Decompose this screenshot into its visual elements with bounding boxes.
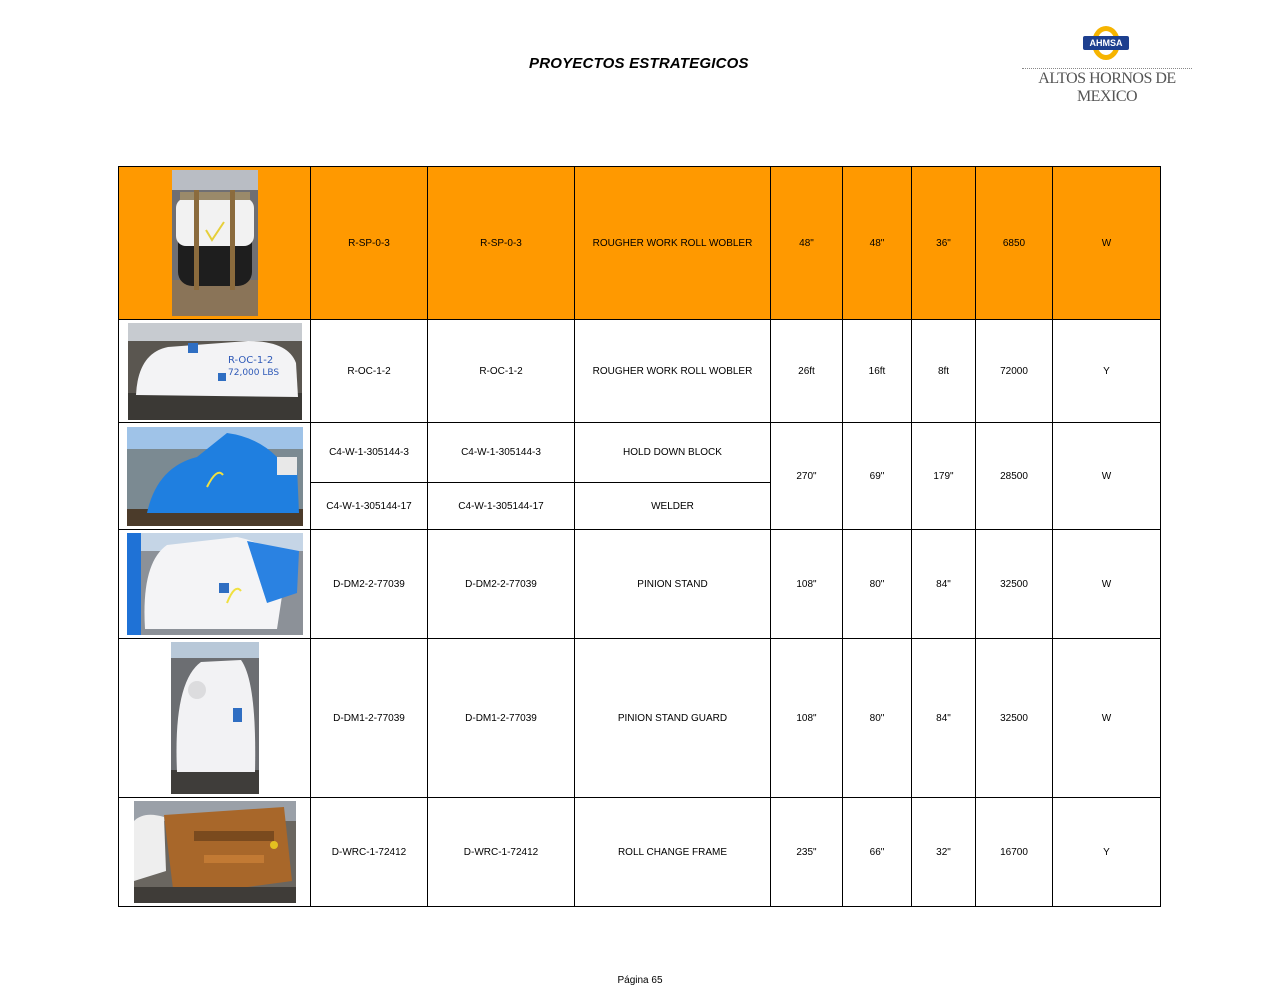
equipment-photo-hold-down-block — [127, 427, 303, 526]
logo-text: ALTOS HORNOS DE MEXICO — [1022, 68, 1192, 106]
table-row — [119, 423, 1161, 483]
dimension-cell: 48" — [771, 167, 843, 320]
dimension-cell: 84" — [912, 639, 976, 798]
weight-cell: 16700 — [976, 798, 1053, 907]
item-code-cell: D-DM2-2-77039 — [311, 530, 428, 639]
dimension-cell: 84" — [912, 530, 976, 639]
dimension-cell: 36" — [912, 167, 976, 320]
page-number: Página 65 — [617, 975, 663, 986]
item-code-cell: D-WRC-1-72412 — [428, 798, 575, 907]
status-cell: Y — [1053, 320, 1161, 423]
description-cell: WELDER — [575, 483, 771, 530]
weight-cell: 72000 — [976, 320, 1053, 423]
dimension-cell: 16ft — [843, 320, 912, 423]
description-cell: PINION STAND GUARD — [575, 639, 771, 798]
dimension-cell: 108" — [771, 639, 843, 798]
equipment-photo-roll-change-frame — [134, 801, 296, 903]
photo-cell — [119, 798, 311, 907]
weight-cell: 6850 — [976, 167, 1053, 320]
equipment-photo-pinion-stand — [127, 533, 303, 635]
item-code-cell: C4-W-1-305144-3 — [428, 423, 575, 483]
description-cell: ROUGHER WORK ROLL WOBLER — [575, 167, 771, 320]
page-title: PROYECTOS ESTRATEGICOS — [529, 55, 749, 72]
item-code-cell: D-DM2-2-77039 — [428, 530, 575, 639]
equipment-table — [118, 166, 1161, 907]
item-code-cell: R-SP-0-3 — [428, 167, 575, 320]
photo-cell — [119, 530, 311, 639]
dimension-cell: 80" — [843, 639, 912, 798]
dimension-cell: 270" — [771, 423, 843, 530]
dimension-cell: 48" — [843, 167, 912, 320]
dimension-cell: 66" — [843, 798, 912, 907]
dimension-cell: 26ft — [771, 320, 843, 423]
status-cell: W — [1053, 530, 1161, 639]
status-cell: W — [1053, 167, 1161, 320]
logo-badge: AHMSA — [1083, 36, 1129, 50]
description-cell: HOLD DOWN BLOCK — [575, 423, 771, 483]
photo-cell — [119, 320, 311, 423]
table-row — [119, 798, 1161, 907]
item-code-cell: D-DM1-2-77039 — [311, 639, 428, 798]
equipment-photo-roll-wobler — [172, 170, 258, 316]
description-cell: ROLL CHANGE FRAME — [575, 798, 771, 907]
equipment-photo-rougher-roll — [128, 323, 302, 420]
dimension-cell: 235" — [771, 798, 843, 907]
dimension-cell: 179" — [912, 423, 976, 530]
table-row — [119, 167, 1161, 320]
status-cell: W — [1053, 639, 1161, 798]
svg-text:72,000 LBS: 72,000 LBS — [227, 367, 279, 378]
description-cell: ROUGHER WORK ROLL WOBLER — [575, 320, 771, 423]
company-logo — [1022, 26, 1192, 105]
dimension-cell: 8ft — [912, 320, 976, 423]
table-row — [119, 639, 1161, 798]
table-row — [119, 530, 1161, 639]
weight-cell: 28500 — [976, 423, 1053, 530]
weight-cell: 32500 — [976, 639, 1053, 798]
equipment-photo-pinion-stand-guard — [171, 642, 259, 794]
item-code-cell: R-OC-1-2 — [428, 320, 575, 423]
table-row — [119, 320, 1161, 423]
item-code-cell: R-OC-1-2 — [311, 320, 428, 423]
item-code-cell: C4-W-1-305144-17 — [428, 483, 575, 530]
weight-cell: 32500 — [976, 530, 1053, 639]
status-cell: Y — [1053, 798, 1161, 907]
item-code-cell: R-SP-0-3 — [311, 167, 428, 320]
photo-cell — [119, 639, 311, 798]
svg-text:R-OC-1-2: R-OC-1-2 — [227, 354, 273, 366]
description-cell: PINION STAND — [575, 530, 771, 639]
item-code-cell: C4-W-1-305144-17 — [311, 483, 428, 530]
photo-cell — [119, 423, 311, 530]
photo-cell — [119, 167, 311, 320]
dimension-cell: 108" — [771, 530, 843, 639]
item-code-cell: D-DM1-2-77039 — [428, 639, 575, 798]
dimension-cell: 69" — [843, 423, 912, 530]
dimension-cell: 80" — [843, 530, 912, 639]
status-cell: W — [1053, 423, 1161, 530]
item-code-cell: C4-W-1-305144-3 — [311, 423, 428, 483]
dimension-cell: 32" — [912, 798, 976, 907]
item-code-cell: D-WRC-1-72412 — [311, 798, 428, 907]
